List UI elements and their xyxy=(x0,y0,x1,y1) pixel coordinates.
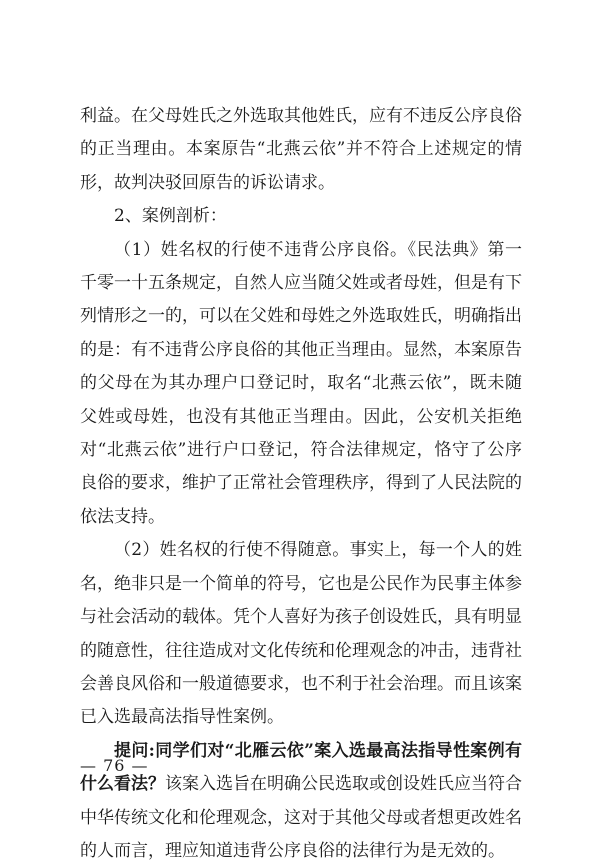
page-number: — 76 — xyxy=(80,756,149,775)
paragraph-continuation: 利益。在父母姓氏之外选取其他姓氏，应有不违反公序良俗的正当理由。本案原告“北燕云依”并不符合上述规定的情形，故判决驳回原告的诉讼请求。 xyxy=(80,106,522,193)
paragraph-analysis-point-2: （2）姓名权的行使不得随意。事实上，每一个人的姓名，绝非只是一个简单的符号，它也是公民作为民事主体参与社会活动的载体。凭个人喜好为孩子创设姓氏，具有明显的随意性，往往造成对文化传统和伦理观念的冲击，违背社会善良风俗和一般道德要求，也不利于社会治理。而且该案已入选最高法指导性案例。 xyxy=(80,540,522,728)
paragraph-question xyxy=(80,735,522,868)
paragraph-analysis-point-1: （1）姓名权的行使不违背公序良俗。《民法典》第一千零一十五条规定，自然人应当随父姓或者母姓，但是有下列情形之一的，可以在父姓和母姓之外选取姓氏，明确指出的是：有不违背公序良俗的其他正当理由。显然，本案原告的父母在为其办理户口登记时，取名“北燕云依”，既未随父姓或母姓，也没有其他正当理由。因此，公安机关拒绝对“北燕云依”进行户口登记，符合法律规定，恪守了公序良俗的要求，维护了正常社会管理秩序，得到了人民法院的依法支持。 xyxy=(80,239,522,527)
section-heading-case-analysis: 2、案例剖析： xyxy=(114,206,227,227)
question-prompt: 提问:同学们对“北雁云依”案入选最高法指导性案例有什么看法？ xyxy=(80,740,522,795)
question-answer: 该案入选旨在明确公民选取或创设姓氏应当符合中华传统文化和伦理观念，这对于其他父母或者想更改姓名的人而言，理应知道违背公序良俗的法律行为是无效的。 xyxy=(80,774,522,861)
document-body xyxy=(80,100,522,868)
